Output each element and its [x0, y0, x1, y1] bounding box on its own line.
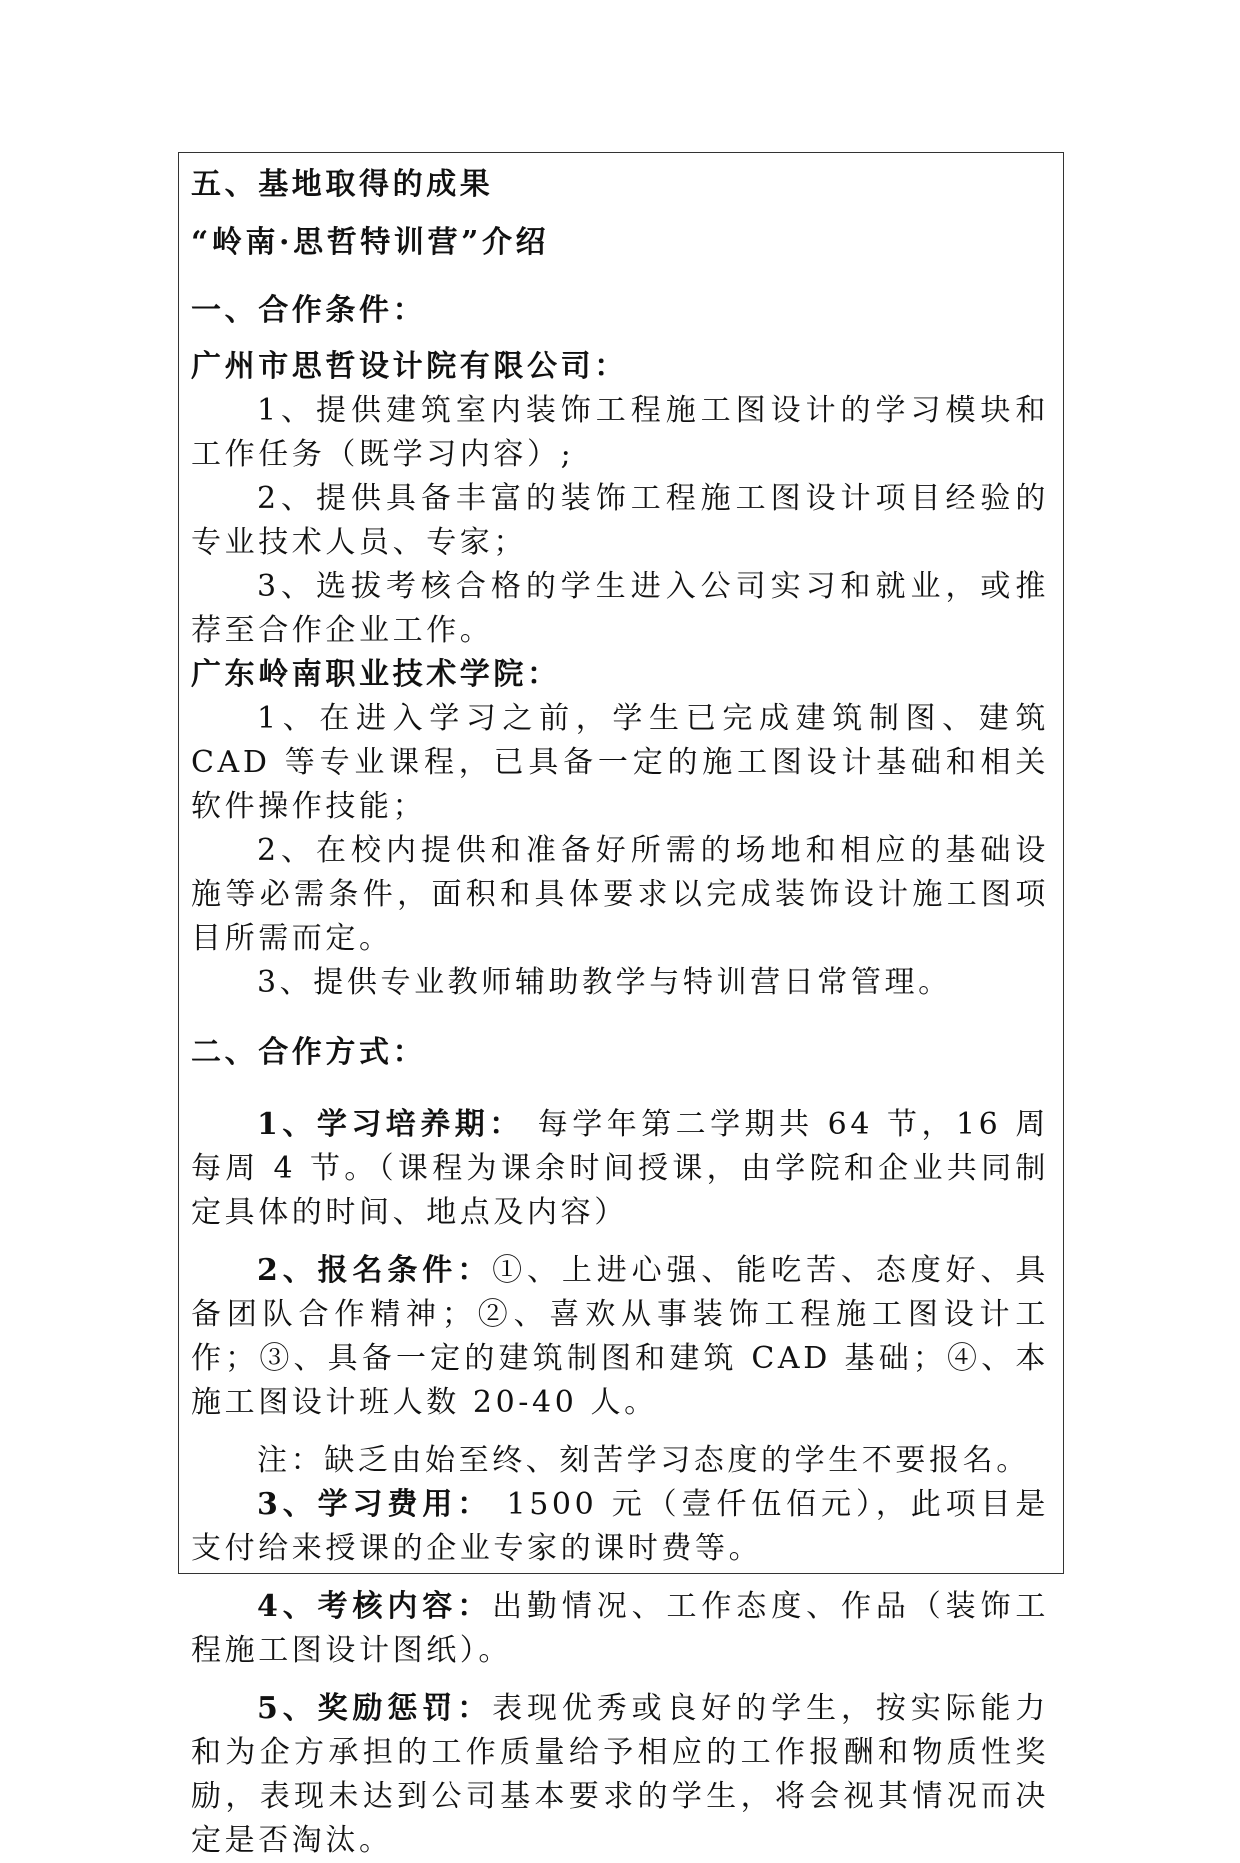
enrollment-note: 注：缺乏由始至终、刻苦学习态度的学生不要报名。 [257, 1443, 1030, 1478]
rewards [191, 1687, 1049, 1863]
fee-label: 3、学习费用： [257, 1487, 493, 1522]
college-item-3: 3、提供专业教师辅助教学与特训营日常管理。 [257, 965, 952, 1000]
rewards-label: 5、奖励惩罚： [257, 1691, 493, 1726]
rewards-text: 表现优秀或良好的学生，按实际能力和为企方承担的工作质量给予相应的工作报酬和物质性奖励，表现未达到公司基本要求的学生，将会视其情况而决定是否淘汰。 [191, 1691, 1049, 1858]
fee [191, 1483, 1049, 1571]
content-box [178, 152, 1064, 1858]
company-item-3: 3、选拔考核合格的学生进入公司实习和就业，或推荐至合作企业工作。 [191, 569, 1049, 648]
study-period-text: 每学年第二学期共 64 节，16 周每周 4 节。（课程为课余时间授课，由学院和企业共同制定具体的时间、地点及内容） [191, 1107, 1049, 1230]
college-item-2: 2、在校内提供和准备好所需的场地和相应的基础设施等必需条件，面积和具体要求以完成装饰设计施工图项目所需而定。 [191, 833, 1049, 956]
method-heading: 二、合作方式： [191, 1035, 427, 1070]
company-item-2: 2、提供具备丰富的装饰工程施工图设计项目经验的专业技术人员、专家； [191, 481, 1049, 560]
assessment-label: 4、考核内容： [257, 1589, 493, 1624]
college-name: 广东岭南职业技术学院： [191, 657, 561, 692]
section-title: 五、基地取得的成果 [191, 167, 494, 202]
intro-title: “岭南·思哲特训营”介绍 [191, 225, 550, 260]
assessment-text: 出勤情况、工作态度、作品（装饰工程施工图设计图纸）。 [191, 1589, 1049, 1668]
enrollment [191, 1249, 1049, 1425]
enrollment-label: 2、报名条件： [257, 1253, 493, 1288]
fee-text: 1500 元（壹仟伍佰元），此项目是支付给来授课的企业专家的课时费等。 [191, 1487, 1049, 1566]
enrollment-text: ①、上进心强、能吃苦、态度好、具备团队合作精神；②、喜欢从事装饰工程施工图设计工作；③、具备一定的建筑制图和建筑 CAD 基础；④、本施工图设计班人数 20-40 人。 [191, 1253, 1049, 1420]
study-period [191, 1103, 1049, 1235]
college-item-1: 1、在进入学习之前，学生已完成建筑制图、建筑 CAD 等专业课程，已具备一定的施工图设计基础和相关软件操作技能； [191, 701, 1049, 824]
study-period-label: 1、学习培养期： [257, 1107, 524, 1142]
company-name: 广州市思哲设计院有限公司： [191, 349, 628, 384]
conditions-heading: 一、合作条件： [191, 293, 427, 328]
company-item-1: 1、提供建筑室内装饰工程施工图设计的学习模块和工作任务（既学习内容）; [191, 393, 1049, 472]
assessment [191, 1585, 1049, 1673]
